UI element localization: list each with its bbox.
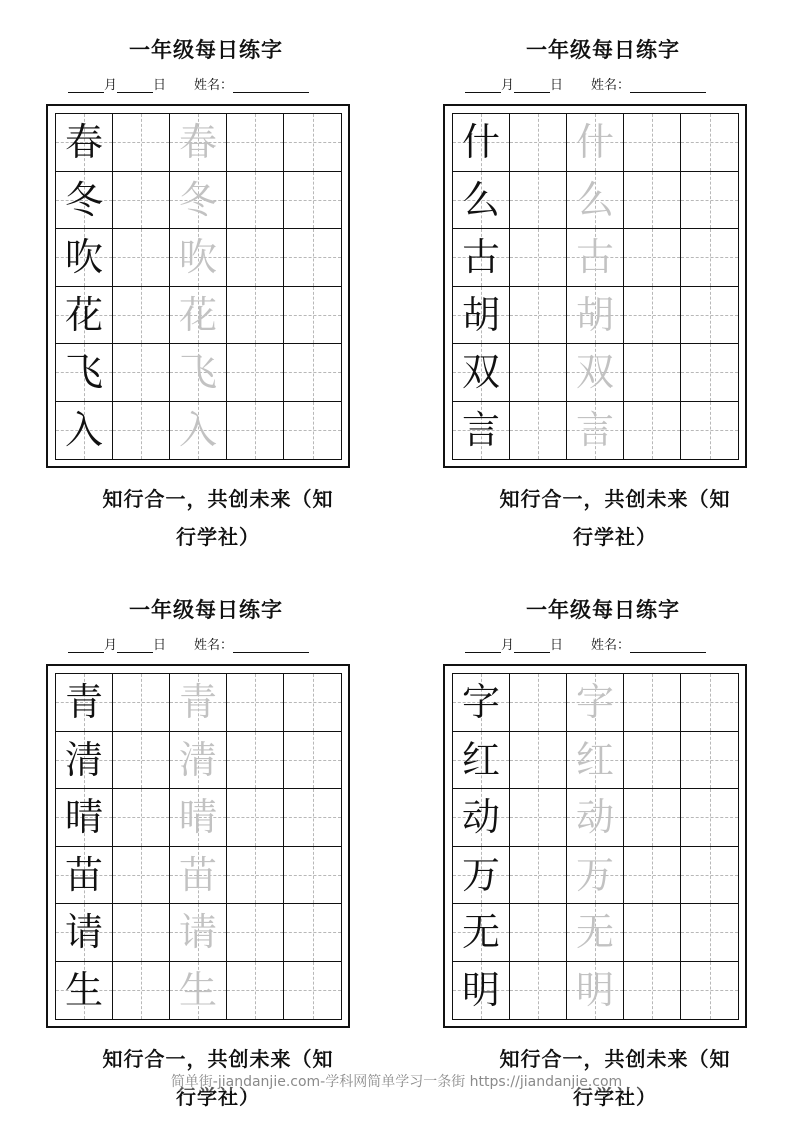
trace-character: 言 [575,408,614,453]
tian-grid-frame [46,664,350,1028]
writing-cell[interactable] [227,674,284,732]
writing-cell[interactable] [567,904,624,962]
writing-cell[interactable] [510,674,567,732]
writing-cell[interactable] [624,402,681,460]
date-name-line [465,74,706,93]
model-character: 晴 [64,795,103,840]
slogan-line-2: 行学社） [176,1085,260,1109]
trace-character: 晴 [178,795,217,840]
day-label: 日 [153,78,167,93]
slogan-line-1: 知行合一，共创未来（知 [102,1047,334,1071]
writing-cell[interactable] [227,904,284,962]
model-character: 动 [461,795,500,840]
writing-cell[interactable] [624,344,681,402]
month-label: 月 [501,78,515,93]
slogan [443,480,787,556]
practice-sheet [46,0,366,549]
writing-cell[interactable] [453,229,510,287]
writing-cell[interactable] [113,904,170,962]
writing-cell[interactable] [170,732,227,790]
writing-cell[interactable] [284,674,341,732]
writing-cell[interactable] [567,847,624,905]
trace-character: 花 [178,292,217,337]
writing-cell[interactable] [56,172,113,230]
writing-cell[interactable] [170,847,227,905]
writing-cell[interactable] [56,962,113,1020]
trace-character: 青 [178,680,217,725]
writing-cell[interactable] [170,229,227,287]
writing-cell[interactable] [624,674,681,732]
writing-cell[interactable] [567,287,624,345]
day-blank[interactable] [514,640,550,653]
writing-cell[interactable] [681,287,738,345]
writing-cell[interactable] [56,674,113,732]
writing-cell[interactable] [170,674,227,732]
writing-cell[interactable] [510,904,567,962]
writing-cell[interactable] [227,789,284,847]
trace-character: 胡 [575,292,614,337]
trace-character: 清 [178,737,217,782]
writing-cell[interactable] [56,402,113,460]
writing-cell[interactable] [567,789,624,847]
writing-cell[interactable] [453,172,510,230]
writing-cell[interactable] [284,114,341,172]
slogan-line-2: 行学社） [573,525,657,549]
writing-cell[interactable] [113,962,170,1020]
date-name-line [465,634,706,653]
writing-cell[interactable] [284,172,341,230]
name-label: 姓名： [194,78,234,93]
trace-character: 字 [575,680,614,725]
trace-character: 冬 [178,177,217,222]
writing-cell[interactable] [284,962,341,1020]
writing-cell[interactable] [284,402,341,460]
trace-character: 入 [178,408,217,453]
writing-cell[interactable] [453,674,510,732]
trace-character: 什 [575,120,614,165]
month-blank[interactable] [68,80,104,93]
writing-cell[interactable] [284,229,341,287]
writing-cell[interactable] [453,904,510,962]
writing-cell[interactable] [567,674,624,732]
slogan-line-2: 行学社） [176,525,260,549]
slogan-line-2: 行学社） [573,1085,657,1109]
writing-cell[interactable] [170,172,227,230]
writing-cell[interactable] [681,229,738,287]
writing-cell[interactable] [56,904,113,962]
date-name-line [68,74,309,93]
trace-character: 苗 [178,852,217,897]
day-label: 日 [153,638,167,653]
day-blank[interactable] [514,80,550,93]
writing-cell[interactable] [453,732,510,790]
month-label: 月 [104,78,118,93]
model-character: 无 [461,910,500,955]
tian-grid [55,673,342,1020]
writing-cell[interactable] [170,904,227,962]
model-character: 古 [461,235,500,280]
name-blank[interactable] [233,640,309,653]
model-character: 飞 [64,350,103,395]
slogan [46,480,390,556]
writing-cell[interactable] [113,114,170,172]
sheet-title: 一年级每日练字 [526,38,680,62]
writing-cell[interactable] [624,114,681,172]
writing-cell[interactable] [227,287,284,345]
writing-cell[interactable] [56,114,113,172]
month-label: 月 [501,638,515,653]
writing-cell[interactable] [56,344,113,402]
writing-cell[interactable] [113,172,170,230]
trace-character: 么 [575,177,614,222]
trace-character: 生 [178,968,217,1013]
writing-cell[interactable] [681,732,738,790]
day-blank[interactable] [117,640,153,653]
writing-cell[interactable] [284,344,341,402]
model-character: 双 [461,350,500,395]
model-character: 明 [461,968,500,1013]
model-character: 胡 [461,292,500,337]
writing-cell[interactable] [624,789,681,847]
day-label: 日 [550,638,564,653]
writing-cell[interactable] [113,344,170,402]
writing-cell[interactable] [681,114,738,172]
writing-cell[interactable] [510,847,567,905]
writing-cell[interactable] [567,229,624,287]
sheet-title: 一年级每日练字 [526,598,680,622]
sheet-title: 一年级每日练字 [129,598,283,622]
model-character: 春 [64,120,103,165]
writing-cell[interactable] [284,789,341,847]
model-character: 请 [64,910,103,955]
writing-cell[interactable] [227,962,284,1020]
writing-cell[interactable] [227,402,284,460]
month-blank[interactable] [465,640,501,653]
trace-character: 吹 [178,235,217,280]
tian-grid [55,113,342,460]
model-character: 字 [461,680,500,725]
writing-cell[interactable] [510,287,567,345]
writing-cell[interactable] [227,229,284,287]
name-label: 姓名： [591,638,631,653]
writing-cell[interactable] [624,732,681,790]
date-name-line [68,634,309,653]
practice-sheet [46,560,366,1109]
writing-cell[interactable] [510,962,567,1020]
writing-cell[interactable] [227,344,284,402]
writing-cell[interactable] [510,172,567,230]
trace-character: 古 [575,235,614,280]
trace-character: 双 [575,350,614,395]
writing-cell[interactable] [681,674,738,732]
name-blank[interactable] [233,80,309,93]
writing-cell[interactable] [453,847,510,905]
model-character: 花 [64,292,103,337]
trace-character: 春 [178,120,217,165]
writing-cell[interactable] [681,962,738,1020]
slogan-line-1: 知行合一，共创未来（知 [499,1047,731,1071]
writing-cell[interactable] [681,847,738,905]
writing-cell[interactable] [681,789,738,847]
writing-cell[interactable] [567,732,624,790]
writing-cell[interactable] [510,229,567,287]
writing-cell[interactable] [453,114,510,172]
writing-cell[interactable] [567,114,624,172]
model-character: 青 [64,680,103,725]
tian-grid-frame [443,104,747,468]
writing-cell[interactable] [170,402,227,460]
trace-character: 红 [575,737,614,782]
writing-cell[interactable] [567,344,624,402]
writing-cell[interactable] [56,732,113,790]
writing-cell[interactable] [227,732,284,790]
tian-grid [452,113,739,460]
writing-cell[interactable] [284,287,341,345]
trace-character: 明 [575,968,614,1013]
model-character: 什 [461,120,500,165]
writing-cell[interactable] [567,962,624,1020]
writing-cell[interactable] [56,789,113,847]
writing-cell[interactable] [56,847,113,905]
writing-cell[interactable] [681,172,738,230]
practice-sheet [443,560,763,1109]
trace-character: 万 [575,852,614,897]
writing-cell[interactable] [170,287,227,345]
model-character: 言 [461,408,500,453]
name-label: 姓名： [194,638,234,653]
writing-cell[interactable] [453,789,510,847]
writing-cell[interactable] [681,904,738,962]
tian-grid-frame [46,104,350,468]
writing-cell[interactable] [113,674,170,732]
writing-cell[interactable] [284,904,341,962]
writing-cell[interactable] [227,114,284,172]
trace-character: 无 [575,910,614,955]
day-label: 日 [550,78,564,93]
month-blank[interactable] [465,80,501,93]
slogan-line-1: 知行合一，共创未来（知 [102,487,334,511]
writing-cell[interactable] [453,287,510,345]
month-label: 月 [104,638,118,653]
watermark-text: 简单街-jiandanjie.com-学科网简单学习一条街 https://jiandanjie.com [0,1071,793,1091]
model-character: 清 [64,737,103,782]
model-character: 冬 [64,177,103,222]
writing-cell[interactable] [284,847,341,905]
writing-cell[interactable] [624,229,681,287]
model-character: 吹 [64,235,103,280]
writing-cell[interactable] [113,789,170,847]
trace-character: 请 [178,910,217,955]
model-character: 生 [64,968,103,1013]
model-character: 红 [461,737,500,782]
writing-cell[interactable] [681,402,738,460]
writing-cell[interactable] [567,172,624,230]
month-blank[interactable] [68,640,104,653]
writing-cell[interactable] [113,287,170,345]
writing-cell[interactable] [453,344,510,402]
writing-cell[interactable] [510,789,567,847]
practice-sheet [443,0,763,549]
writing-cell[interactable] [624,962,681,1020]
name-blank[interactable] [630,640,706,653]
sheet-title: 一年级每日练字 [129,38,283,62]
slogan-line-1: 知行合一，共创未来（知 [499,487,731,511]
writing-cell[interactable] [624,287,681,345]
writing-cell[interactable] [284,732,341,790]
writing-cell[interactable] [624,847,681,905]
trace-character: 飞 [178,350,217,395]
writing-cell[interactable] [510,732,567,790]
day-blank[interactable] [117,80,153,93]
writing-cell[interactable] [113,229,170,287]
writing-cell[interactable] [453,962,510,1020]
name-blank[interactable] [630,80,706,93]
writing-cell[interactable] [170,344,227,402]
model-character: 万 [461,852,500,897]
model-character: 苗 [64,852,103,897]
writing-cell[interactable] [624,904,681,962]
model-character: 么 [461,177,500,222]
tian-grid-frame [443,664,747,1028]
writing-cell[interactable] [567,402,624,460]
writing-cell[interactable] [56,229,113,287]
writing-cell[interactable] [170,789,227,847]
writing-cell[interactable] [453,402,510,460]
writing-cell[interactable] [510,114,567,172]
name-label: 姓名： [591,78,631,93]
writing-cell[interactable] [510,344,567,402]
writing-cell[interactable] [510,402,567,460]
writing-cell[interactable] [113,847,170,905]
trace-character: 动 [575,795,614,840]
writing-cell[interactable] [170,962,227,1020]
writing-cell[interactable] [170,114,227,172]
writing-cell[interactable] [624,172,681,230]
writing-cell[interactable] [227,172,284,230]
model-character: 入 [64,408,103,453]
tian-grid [452,673,739,1020]
writing-cell[interactable] [113,732,170,790]
writing-cell[interactable] [681,344,738,402]
writing-cell[interactable] [56,287,113,345]
writing-cell[interactable] [227,847,284,905]
writing-cell[interactable] [113,402,170,460]
